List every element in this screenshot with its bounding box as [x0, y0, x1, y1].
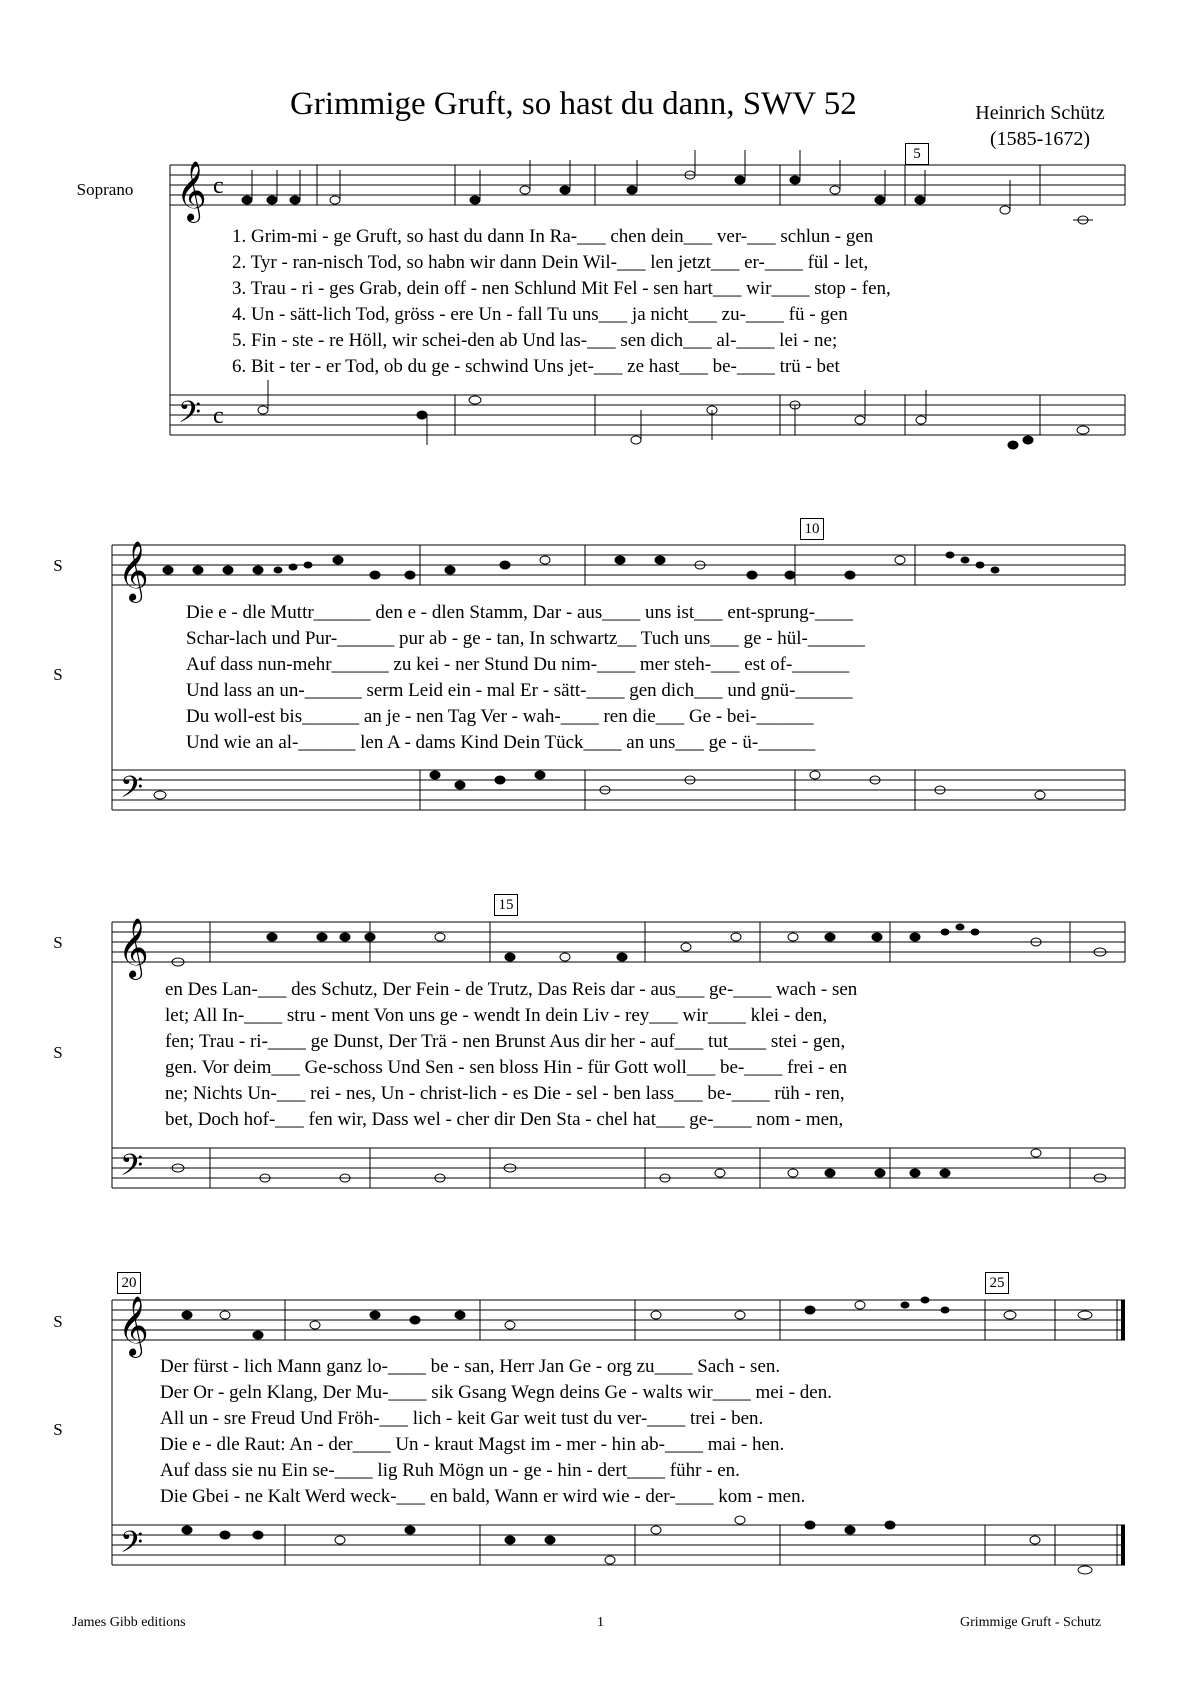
measure-number: 10 — [800, 518, 824, 540]
lyric-verse: Schar-lach und Pur-______ pur ab - ge - tan, In schwartz__ Tuch uns___ ge - hül-______ — [186, 628, 865, 649]
composer-dates: (1585-1672) — [990, 128, 1090, 150]
lyric-verse: bet, Doch hof-___ fen wir, Dass wel - cher dir Den Sta - chel hat___ ge-____ nom - men, — [165, 1109, 844, 1130]
bass-clef-icon: 𝄢 — [120, 1149, 144, 1190]
lyric-verse: 2. Tyr - ran-nisch Tod, so habn wir dann Dein Wil-___ len jetzt___ er-____ fül - let, — [232, 252, 869, 273]
lyric-verse: let; All In-____ stru - ment Von uns ge - wendt In dein Liv - rey___ wir____ klei - den, — [165, 1005, 828, 1026]
system-1-treble-notes — [242, 150, 1093, 224]
lyric-verse: 3. Trau - ri - ges Grab, dein off - nen Schlund Mit Fel - sen hart___ wir____ stop - fen, — [232, 278, 891, 299]
measure-number: 15 — [494, 894, 518, 916]
treble-clef-icon: 𝄞 — [118, 918, 149, 978]
system-3-treble-notes — [172, 924, 1106, 966]
lyric-verse: Der Or - geln Klang, Der Mu-____ sik Gsang Wegn deins Ge - walts wir____ mei - den. — [160, 1382, 832, 1403]
footer-publisher: James Gibb editions — [72, 1615, 186, 1630]
lyric-verse: All un - sre Freud Und Fröh-___ lich - keit Gar weit tust du ver-____ trei - ben. — [160, 1408, 764, 1429]
voice-label-soprano: Soprano — [76, 180, 134, 199]
treble-clef-icon: 𝄞 — [176, 161, 207, 221]
lyric-verse: Die Gbei - ne Kalt Werd weck-___ en bald, Wann er wird wie - der-____ kom - men. — [160, 1486, 806, 1507]
lyric-verse: Auf dass nun-mehr______ zu kei - ner Stund Du nim-____ mer steh-___ est of-______ — [186, 654, 850, 675]
lyric-verse: 1. Grim-mi - ge Gruft, so hast du dann In Ra-___ chen dein___ ver-___ schlun - gen — [232, 226, 874, 247]
voice-label-s: S — [53, 665, 63, 684]
lyric-verse: en Des Lan-___ des Schutz, Der Fein - de Trutz, Das Reis dar - aus___ ge-____ wach - sen — [165, 979, 858, 1000]
lyric-verse: 4. Un - sätt-lich Tod, gröss - ere Un - fall Tu uns___ ja nicht___ zu-____ fü - gen — [232, 304, 848, 325]
treble-clef-icon: 𝄞 — [118, 541, 149, 601]
lyric-verse: Und wie an al-______ len A - dams Kind Dein Tück____ an uns___ ge - ü-______ — [186, 732, 816, 753]
page-title: Grimmige Gruft, so hast du dann, SWV 52 — [290, 86, 857, 122]
lyric-verse: Und lass an un-______ serm Leid ein - mal Er - sätt-____ gen dich___ und gnü-______ — [186, 680, 853, 701]
lyric-verse: 5. Fin - ste - re Höll, wir schei-den ab Und las-___ sen dich___ al-____ lei - ne; — [232, 330, 838, 351]
measure-number: 5 — [905, 143, 929, 165]
voice-label-s: S — [53, 1420, 63, 1439]
bass-clef-icon: 𝄢 — [120, 1526, 144, 1567]
lyric-verse: Die e - dle Raut: An - der____ Un - kraut Magst im - mer - hin ab-____ mai - hen. — [160, 1434, 785, 1455]
voice-label-s: S — [53, 1312, 63, 1331]
footer-page-number: 1 — [597, 1615, 604, 1630]
lyric-verse: Die e - dle Muttr______ den e - dlen Stamm, Dar - aus____ uns ist___ ent-sprung-____ — [186, 602, 853, 623]
final-barline — [1121, 1300, 1125, 1340]
common-time-icon: c — [213, 403, 224, 429]
common-time-icon: c — [213, 173, 224, 199]
lyric-verse: fen; Trau - ri-____ ge Dunst, Der Trä - nen Brunst Aus dir her - auf___ tut____ stei - gen, — [165, 1031, 846, 1052]
bass-clef-icon: 𝄢 — [120, 771, 144, 812]
lyric-verse: ne; Nichts Un-___ rei - nes, Un - christ-lich - es Die - sel - ben lass___ be-____ rüh - ren, — [165, 1083, 845, 1104]
footer-running-title: Grimmige Gruft - Schutz — [960, 1615, 1102, 1630]
lyric-verse: Der fürst - lich Mann ganz lo-____ be - san, Herr Jan Ge - org zu____ Sach - sen. — [160, 1356, 781, 1377]
lyric-verse: Du woll-est bis______ an je - nen Tag Ver - wah-____ ren die___ Ge - bei-______ — [186, 706, 814, 727]
voice-label-s: S — [53, 933, 63, 952]
lyric-verse: Auf dass sie nu Ein se-____ lig Ruh Mögn un - ge - hin - dert____ führ - en. — [160, 1460, 740, 1481]
measure-number: 20 — [117, 1272, 141, 1294]
voice-label-s: S — [53, 556, 63, 575]
system-4-treble-notes — [182, 1297, 1092, 1339]
voice-label-s: S — [53, 1043, 63, 1062]
treble-clef-icon: 𝄞 — [118, 1296, 149, 1356]
composer-name: Heinrich Schütz — [975, 102, 1105, 124]
system-2-bass-notes — [154, 771, 1045, 799]
measure-number: 25 — [985, 1272, 1009, 1294]
final-barline — [1121, 1525, 1125, 1565]
lyric-verse: 6. Bit - ter - er Tod, ob du ge - schwind Uns jet-___ ze hast___ be-____ trü - bet — [232, 356, 840, 377]
lyric-verse: gen. Vor deim___ Ge-schoss Und Sen - sen bloss Hin - für Gott woll___ be-____ frei - en — [165, 1057, 848, 1078]
system-3-bass-notes — [172, 1149, 1106, 1182]
bass-clef-icon: 𝄢 — [178, 396, 202, 437]
